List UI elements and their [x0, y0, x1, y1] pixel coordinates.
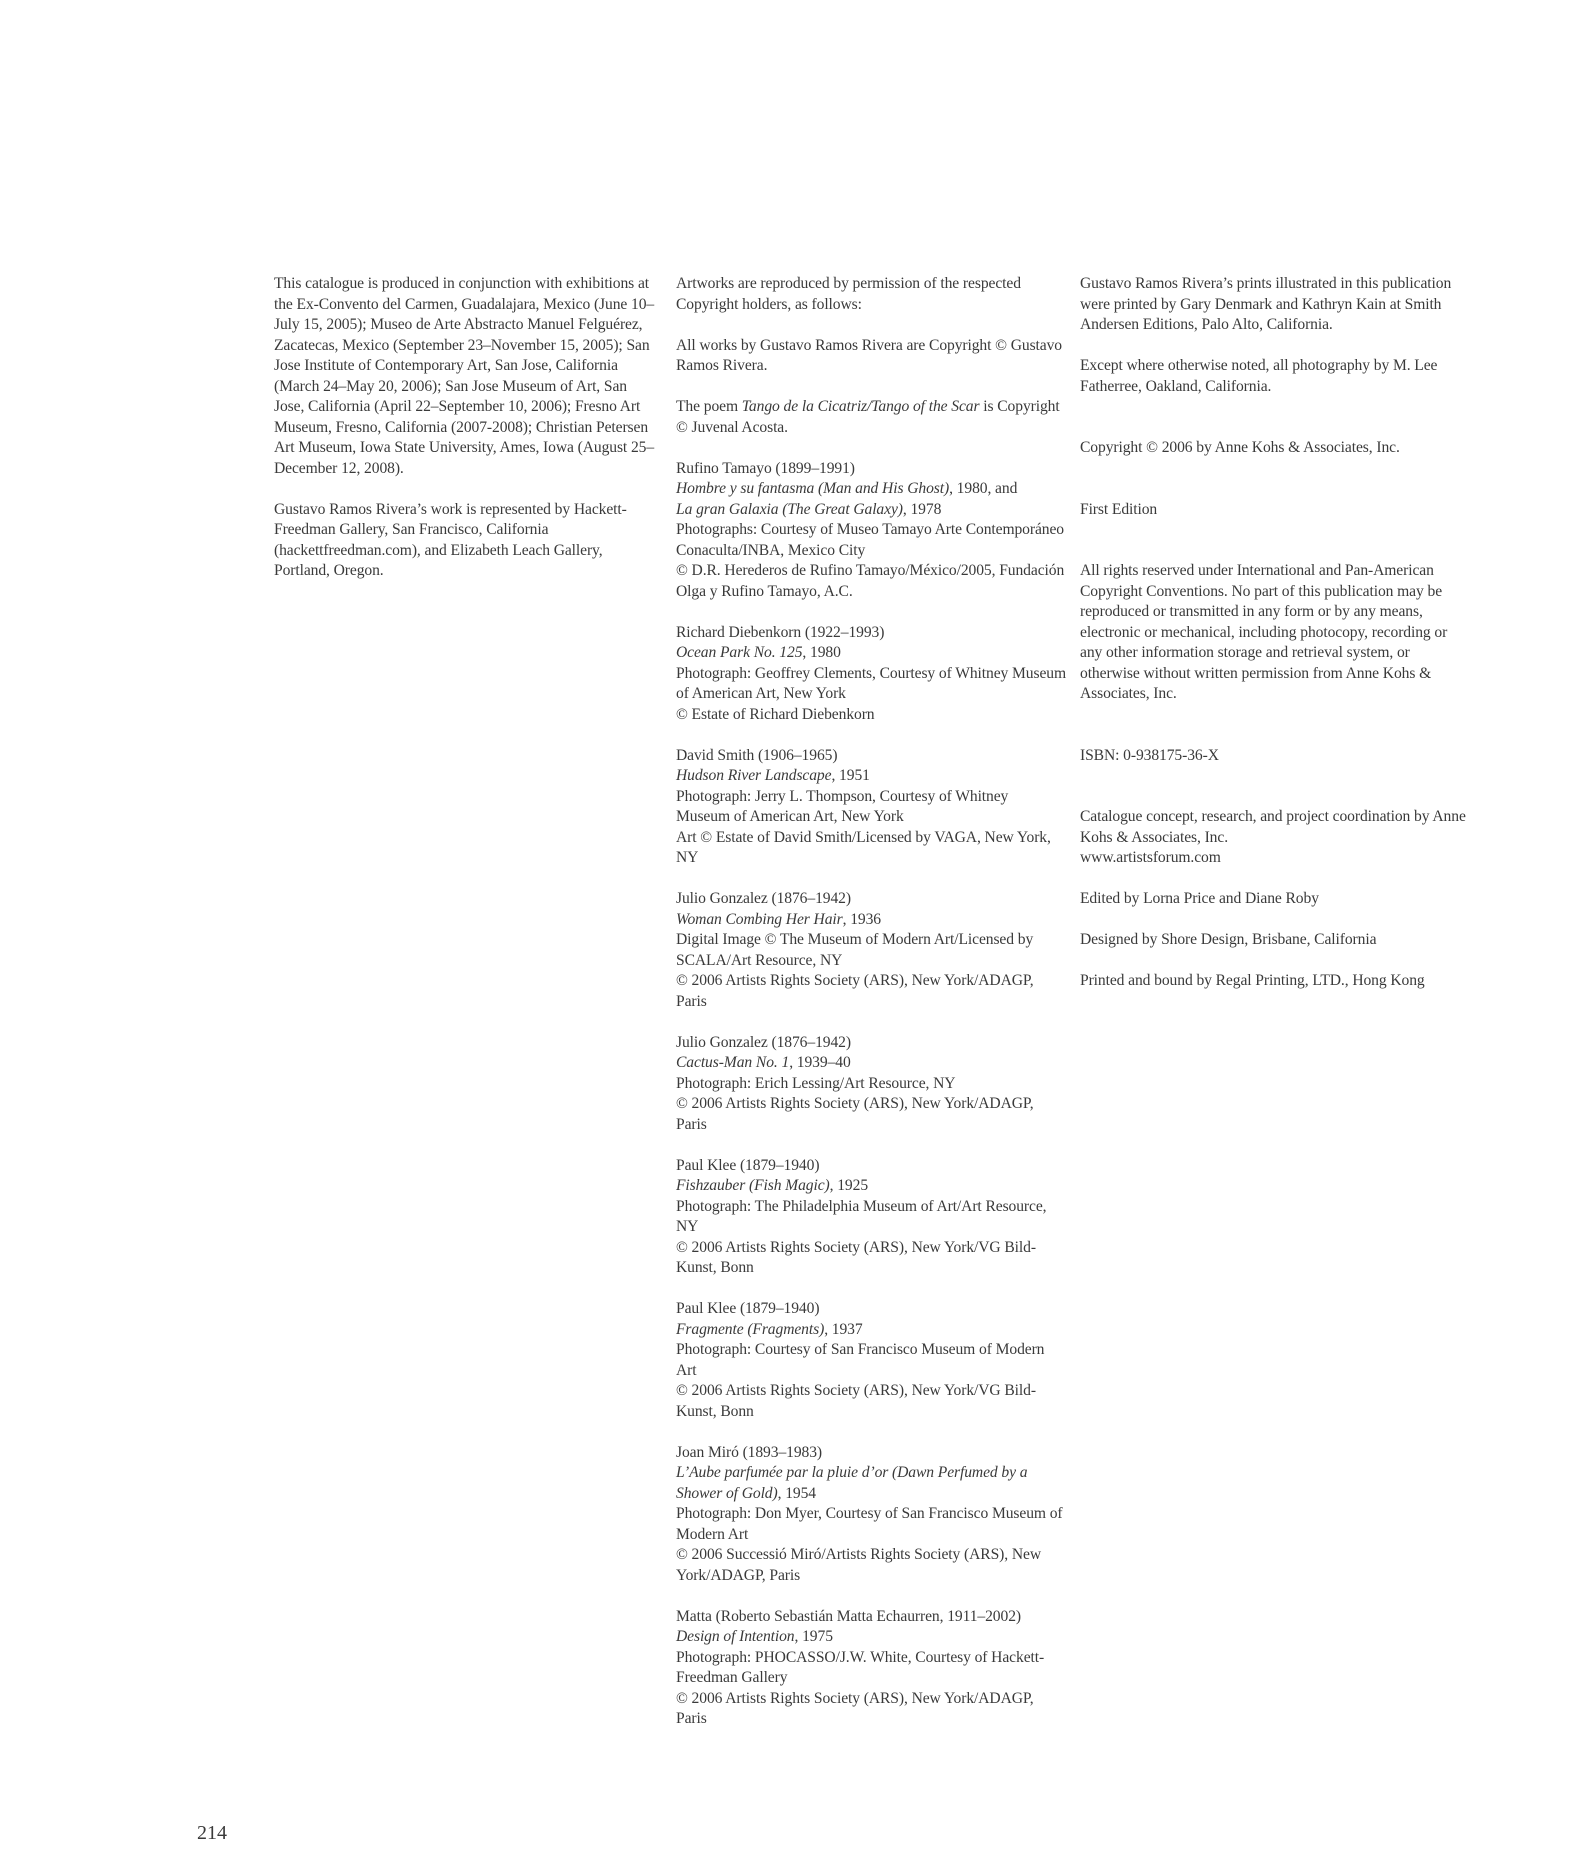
work-date: , 1954: [777, 1484, 816, 1502]
entry-work: [676, 479, 1066, 500]
all-works-copyright: All works by Gustavo Ramos Rivera are Copyright © Gustavo Ramos Rivera.: [676, 336, 1062, 374]
entry-artist: Richard Diebenkorn (1922–1993): [676, 623, 885, 641]
entry-credit: Photograph: Don Myer, Courtesy of San Francisco Museum of Modern Art: [676, 1505, 1063, 1543]
entry-credit: Photograph: Courtesy of San Francisco Museum of Modern Art: [676, 1341, 1045, 1379]
right-column: [1080, 274, 1470, 1012]
photography-credit: Except where otherwise noted, all photography by M. Lee Fatherree, Oakland, California.: [1080, 357, 1438, 395]
work-date: , 1925: [829, 1177, 869, 1194]
entry-copyright: Art © Estate of David Smith/Licensed by VAGA, New York, NY: [676, 828, 1051, 866]
entry-artist: Julio Gonzalez (1876–1942): [676, 890, 851, 907]
entry-credit: Photograph: Jerry L. Thompson, Courtesy of Whitney Museum of American Art, New York: [676, 787, 1009, 825]
work-title: Cactus-Man No. 1: [676, 1054, 790, 1071]
work-title: Design of Intention: [676, 1628, 795, 1645]
entry-copyright: © D.R. Herederos de Rufino Tamayo/México/2005, Fundación Olga y Rufino Tamayo, A.C.: [676, 562, 1065, 600]
page-number: 214: [197, 1822, 227, 1844]
entry-artist: David Smith (1906–1965): [676, 746, 838, 764]
entry-credit: Photograph: PHOCASSO/J.W. White, Courtesy of Hackett-Freedman Gallery: [676, 1648, 1045, 1686]
work-title: Ocean Park No. 125: [676, 644, 803, 661]
entry-credit: Photograph: Geoffrey Clements, Courtesy of Whitney Museum of American Art, New York: [676, 664, 1067, 702]
entry-work: [676, 1176, 1066, 1197]
work-date: , 1978: [902, 500, 942, 518]
entry-artist: Matta (Roberto Sebastián Matta Echaurren, 1911–2002): [676, 1607, 1021, 1625]
credit-entry-matta: [676, 1607, 1066, 1730]
credit-entry-klee-1: [676, 1156, 1066, 1279]
entry-artist: Rufino Tamayo (1899–1991): [676, 459, 855, 477]
poem-prefix: The poem: [676, 398, 742, 415]
designer-credit: Designed by Shore Design, Brisbane, California: [1080, 931, 1377, 948]
entry-copyright: © 2006 Successió Miró/Artists Rights Society (ARS), New York/ADAGP, Paris: [676, 1546, 1041, 1584]
entry-work: [676, 1053, 1066, 1074]
work-title: Hudson River Landscape: [676, 767, 832, 784]
editor-credit: Edited by Lorna Price and Diane Roby: [1080, 890, 1319, 907]
entry-artist: Paul Klee (1879–1940): [676, 1156, 820, 1174]
website-link: www.artistsforum.com: [1080, 849, 1221, 866]
work-title: La gran Galaxia (The Great Galaxy): [676, 500, 903, 518]
credit-entry-miro: [676, 1443, 1066, 1587]
work-title: Fishzauber (Fish Magic): [676, 1177, 830, 1194]
work-date: , 1939–40: [789, 1054, 851, 1071]
entry-artist: Julio Gonzalez (1876–1942): [676, 1033, 851, 1051]
work-date: , 1975: [794, 1628, 833, 1645]
work-title: Woman Combing Her Hair: [676, 910, 843, 928]
work-title: Hombre y su fantasma (Man and His Ghost): [676, 480, 950, 497]
work-date: , 1980: [802, 644, 841, 661]
copyright-notice: Copyright © 2006 by Anne Kohs & Associates, Inc.: [1080, 439, 1400, 456]
entry-copyright: © 2006 Artists Rights Society (ARS), New York/VG Bild-Kunst, Bonn: [676, 1238, 1036, 1276]
entry-artist: Paul Klee (1879–1940): [676, 1300, 820, 1317]
middle-column: [676, 274, 1066, 1750]
left-column: [274, 274, 659, 602]
poem-suffix: is Copyright © Juvenal Acosta.: [676, 398, 1060, 436]
credit-entry-gonzalez-2: [676, 1033, 1066, 1136]
work-date: , 1951: [831, 767, 870, 784]
prints-credit: Gustavo Ramos Rivera’s prints illustrated in this publication were printed by Gary Denmark and Kathryn Kain at Smith Andersen Editions, Palo Alto, California.: [1080, 275, 1452, 333]
entry-work: [676, 1627, 1066, 1648]
credit-entry-gonzalez-1: [676, 889, 1066, 1012]
entry-credit: Photograph: The Philadelphia Museum of Art/Art Resource, NY: [676, 1197, 1047, 1235]
entry-credit: Digital Image © The Museum of Modern Art/Licensed by SCALA/Art Resource, NY: [676, 931, 1034, 969]
credit-entry-diebenkorn: [676, 623, 1066, 726]
concept-credit: [1080, 807, 1470, 869]
entry-work: [676, 766, 1066, 787]
entry-artist: Joan Miró (1893–1983): [676, 1443, 823, 1461]
entry-copyright: © 2006 Artists Rights Society (ARS), New York/ADAGP, Paris: [676, 972, 1034, 1010]
entry-copyright: © 2006 Artists Rights Society (ARS), New York/ADAGP, Paris: [676, 1689, 1034, 1727]
work-date: , 1936: [842, 910, 881, 928]
credit-entry-klee-2: [676, 1299, 1066, 1422]
entry-copyright: © Estate of Richard Diebenkorn: [676, 705, 875, 723]
entry-work: [676, 1320, 1066, 1341]
exhibition-paragraph: This catalogue is produced in conjunction with exhibitions at the Ex-Convento del Carmen, Guadalajara, Mexico (June 10–July 15, 2005); Museo de Arte Abstracto Manuel Felguérez, Zacatecas, Mexico (September 23–November 15, 2005); San Jose Institute of Contemporary Art, San Jose, California (March 24–May 20, 2006); San Jose Museum of Art, San Jose, California (April 22–September 10, 2006); Fresno Art Museum, Fresno, California (2007-2008); Christian Petersen Art Museum, Iowa State University, Ames, Iowa (August 25–December 12, 2008).: [274, 275, 655, 477]
representation-paragraph: Gustavo Ramos Rivera’s work is represented by Hackett-Freedman Gallery, San Francisco, California (hackettfreedman.com), and Elizabeth Leach Gallery, Portland, Oregon.: [274, 500, 627, 579]
credit-entry-tamayo: [676, 459, 1066, 603]
entry-credit: Photograph: Erich Lessing/Art Resource, NY: [676, 1074, 956, 1092]
entry-work: [676, 910, 1066, 931]
rights-notice: All rights reserved under International and Pan-American Copyright Conventions. No part of this publication may be reproduced or transmitted in any form or by any means, electronic or mechanical, including photocopy, recording or any other information storage and retrieval system, or otherwise without written permission from Anne Kohs & Associates, Inc.: [1080, 562, 1448, 702]
credit-entry-smith: [676, 746, 1066, 869]
entry-work: [676, 500, 1066, 521]
entry-work: [676, 1463, 1066, 1504]
work-title: L’Aube parfumée par la pluie d’or (Dawn Perfumed by a Shower of Gold): [676, 1464, 1028, 1502]
permissions-intro: Artworks are reproduced by permission of the respected Copyright holders, as follows:: [676, 275, 1021, 313]
poem-copyright: [676, 397, 1066, 438]
concept-text: Catalogue concept, research, and project coordination by Anne Kohs & Associates, Inc.: [1080, 808, 1466, 846]
entry-credit: Photographs: Courtesy of Museo Tamayo Arte Contemporáneo Conaculta/INBA, Mexico City: [676, 521, 1065, 559]
work-title: Fragmente (Fragments): [676, 1320, 825, 1338]
entry-work: [676, 643, 1066, 664]
work-date: , 1980, and: [949, 480, 1018, 497]
isbn: ISBN: 0-938175-36-X: [1080, 746, 1219, 764]
printer-credit: Printed and bound by Regal Printing, LTD., Hong Kong: [1080, 972, 1425, 989]
work-date: , 1937: [824, 1320, 863, 1338]
entry-copyright: © 2006 Artists Rights Society (ARS), New York/ADAGP, Paris: [676, 1095, 1034, 1133]
edition-notice: First Edition: [1080, 500, 1158, 518]
entry-copyright: © 2006 Artists Rights Society (ARS), New York/VG Bild-Kunst, Bonn: [676, 1382, 1036, 1420]
poem-title: Tango de la Cicatriz/Tango of the Scar: [741, 398, 980, 415]
